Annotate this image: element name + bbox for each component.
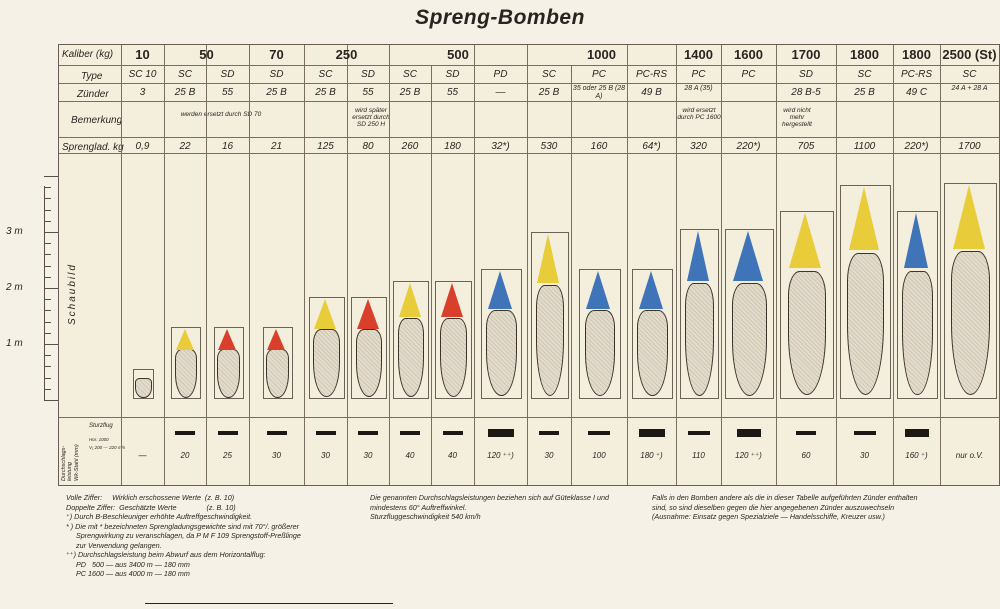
type-value: SC xyxy=(962,69,977,80)
column-divider xyxy=(304,45,305,485)
zuender-value: 25 B xyxy=(538,87,560,98)
penetration-bar xyxy=(854,431,876,435)
row-label-sturzflug: Sturzflug xyxy=(89,423,113,429)
row-divider xyxy=(59,65,999,66)
ruler-tick xyxy=(44,400,58,401)
footer-legend: Volle Ziffer: Wirklich erschossene Werte (z. B. 10) Doppelte Ziffer: Geschätzte Werte (z. B. 10) ⁺) Durch B-Beschleuniger erhöhte Auftreffgeschwindigkeit. * ) Die mit * bezeichneten Sprengladungsgewichte sind mit 70°/. größerer Sprengwirkung zu veranschlagen, da P M F 109 Sprengstoff-Preßlinge zur Verwendung gelangen. ⁺⁺) Durchschlagsleistung beim Abwurf aus dem Horizontalflug: PD 500 — aus 3400 m — 180 mm PC 1600 — aus 4000 m — 180 mm xyxy=(66,493,301,578)
ruler-tick xyxy=(44,198,51,199)
row-divider xyxy=(59,153,999,154)
kaliber-value: 1600 xyxy=(734,47,763,62)
column-divider xyxy=(676,45,677,485)
bomb-body xyxy=(847,253,884,395)
bomb-body xyxy=(685,283,714,396)
row-label-hor-1: Hor. 1000 xyxy=(89,437,109,442)
row-label-schaubild: Schaubild xyxy=(67,263,78,325)
zuender-value: 55 xyxy=(362,87,374,98)
footer-penetration-note: Die genannten Durchschlagsleistungen beziehen sich auf Güteklasse I und mindestens 60° Auftreffwinkel. Sturzfluggeschwindigkeit 540 km/h xyxy=(370,493,609,521)
zuender-value: 28 B-5 xyxy=(791,87,821,98)
type-value: SD xyxy=(799,69,813,80)
sprengladung-value: 1700 xyxy=(958,141,981,152)
column-divider xyxy=(893,45,894,485)
sprengladung-value: 0,9 xyxy=(135,141,150,152)
ruler-tick xyxy=(44,176,58,177)
row-label-type: Type xyxy=(81,71,103,82)
sprengladung-value: 1100 xyxy=(853,141,876,152)
row-divider xyxy=(59,137,999,138)
sprengladung-value: 260 xyxy=(401,141,419,152)
penetration-value: 30 xyxy=(363,451,373,460)
zuender-value: 35 oder 25 B (28 A) xyxy=(572,85,626,100)
zuender-value: 49 B xyxy=(641,87,662,98)
height-ruler xyxy=(6,190,58,400)
kaliber-value: 250 xyxy=(335,47,358,62)
row-label-durchschlag-1: Durchschlags- xyxy=(61,445,67,481)
bomb-body xyxy=(356,329,382,397)
sprengladung-value: 530 xyxy=(540,141,558,152)
sprengladung-value: 180 xyxy=(444,141,461,152)
zuender-value: 55 xyxy=(446,87,459,98)
type-value: SC xyxy=(318,69,333,80)
bomb-tail-fin xyxy=(267,329,285,350)
type-value: SC 10 xyxy=(128,69,157,80)
penetration-value: 30 xyxy=(860,451,869,460)
bomb-tail-fin xyxy=(849,187,879,250)
column-divider xyxy=(571,65,572,485)
zuender-value: 25 B xyxy=(266,87,287,98)
bomb-body xyxy=(902,271,932,396)
bomb-body xyxy=(732,283,768,396)
zuender-value: 25 B xyxy=(854,87,875,98)
ruler-tick xyxy=(44,389,51,390)
bomb-tail-fin xyxy=(488,271,512,309)
penetration-value: 60 xyxy=(801,451,811,460)
sprengladung-value: 32*) xyxy=(491,141,510,152)
column-divider xyxy=(776,45,777,485)
row-label-hor-2: V₁ 200 — 220 m/s xyxy=(89,445,126,450)
type-value: SC xyxy=(403,69,417,80)
row-label-wk-stahl: Wk-Stahl (mm) xyxy=(74,444,80,481)
ruler-tick xyxy=(44,232,58,233)
type-value: PC xyxy=(741,69,756,80)
bomb-body xyxy=(951,251,990,394)
type-value: SD xyxy=(445,69,460,80)
column-divider xyxy=(347,45,348,485)
zuender-value: 49 C xyxy=(905,87,928,98)
ruler-tick xyxy=(44,299,51,300)
ruler-tick xyxy=(44,310,51,311)
bomb-tail-fin xyxy=(789,213,821,268)
penetration-value: 160 ⁺) xyxy=(905,451,928,460)
bomb-body xyxy=(486,310,517,396)
penetration-bar xyxy=(218,431,238,435)
kaliber-value: 2500 (St) xyxy=(942,47,997,62)
row-divider xyxy=(59,101,999,102)
bomb-body xyxy=(313,329,339,397)
column-divider xyxy=(206,45,207,485)
penetration-value: 30 xyxy=(544,451,554,460)
zuender-value: 3 xyxy=(139,87,146,98)
footer-fuze-note: Falls in den Bomben andere als die in dieser Tabelle aufgeführten Zünder enthalten sind, so sind dieselben gegen die hier angegebenen Zünder auszuwechseln (Ausnahme: Einsatz gegen Spezialziele — Handelsschiffe, Kreuzer usw.) xyxy=(652,493,918,521)
kaliber-value: 1800 xyxy=(902,47,931,62)
bomb-body xyxy=(175,349,197,397)
row-label-durchschlag-2: leistung xyxy=(67,462,73,481)
bomb-body xyxy=(217,349,239,397)
bomb-tail-fin xyxy=(687,231,709,281)
note-sd250: wird später ersetzt durch SD 250 H xyxy=(352,107,390,128)
type-value: SD xyxy=(220,69,235,80)
penetration-bar xyxy=(539,431,559,435)
row-divider xyxy=(59,417,999,418)
column-divider xyxy=(164,45,165,485)
bomb-body xyxy=(440,318,467,397)
zuender-value: 55 xyxy=(221,87,234,98)
footer-rule xyxy=(145,603,393,604)
penetration-bar xyxy=(400,431,420,435)
kaliber-value: 1800 xyxy=(850,47,879,62)
column-divider xyxy=(389,45,390,485)
type-value: PC-RS xyxy=(635,69,668,80)
sprengladung-value: 21 xyxy=(270,141,283,152)
bomb-body xyxy=(135,378,151,398)
column-divider xyxy=(940,45,941,485)
ruler-tick xyxy=(44,322,51,323)
note-sd70: werden ersetzt durch SD 70 xyxy=(180,111,262,118)
penetration-bar xyxy=(588,431,610,435)
penetration-value: 30 xyxy=(321,451,330,460)
ruler-label: 1 m xyxy=(6,338,23,349)
sprengladung-value: 125 xyxy=(317,141,334,152)
sprengladung-value: 220*) xyxy=(904,141,929,152)
kaliber-value: 50 xyxy=(199,47,214,62)
type-value: PC xyxy=(592,69,606,80)
ruler-tick xyxy=(44,221,51,222)
penetration-bar xyxy=(737,429,761,437)
penetration-value: 40 xyxy=(405,451,415,460)
kaliber-value: 1000 xyxy=(587,47,616,62)
bomb-body xyxy=(398,318,424,397)
row-label-bemerkung: Bemerkung xyxy=(71,115,123,126)
bomb-tail-fin xyxy=(218,329,236,350)
ruler-tick xyxy=(44,366,51,367)
ruler-label: 3 m xyxy=(6,226,23,237)
bomb-table xyxy=(58,44,1000,486)
type-value: PD xyxy=(493,69,508,80)
penetration-value: 180 ⁺) xyxy=(640,451,663,460)
type-value: SC xyxy=(857,69,872,80)
sprengladung-value: 80 xyxy=(362,141,374,152)
penetration-bar xyxy=(796,431,816,435)
penetration-value: 110 xyxy=(692,451,705,460)
column-divider xyxy=(474,45,475,485)
penetration-value: 30 xyxy=(272,451,281,460)
ruler-tick xyxy=(44,266,51,267)
penetration-bar xyxy=(443,431,463,435)
penetration-bar xyxy=(488,429,514,437)
kaliber-value: 1400 xyxy=(684,47,713,62)
penetration-bar xyxy=(639,429,665,437)
ruler-tick xyxy=(44,254,51,255)
zuender-value: 28 A (35) xyxy=(684,85,713,92)
kaliber-value: 1700 xyxy=(791,47,821,62)
ruler-tick xyxy=(44,378,51,379)
row-divider xyxy=(59,83,999,84)
type-value: SC xyxy=(542,69,556,80)
column-divider xyxy=(721,45,722,485)
type-value: SC xyxy=(178,69,192,80)
sprengladung-value: 320 xyxy=(690,141,707,152)
kaliber-value: 70 xyxy=(269,47,284,62)
bomb-tail-fin xyxy=(399,283,421,317)
bomb-tail-fin xyxy=(733,231,763,281)
penetration-bar xyxy=(267,431,287,435)
column-divider xyxy=(249,45,250,485)
penetration-bar xyxy=(358,431,378,435)
sprengladung-value: 64*) xyxy=(642,141,661,152)
bomb-body xyxy=(536,285,564,396)
row-label-kaliber: Kaliber (kg) xyxy=(62,49,114,60)
column-divider xyxy=(836,45,837,485)
row-label-sprengladung: Sprenglad. kg xyxy=(62,142,124,153)
bomb-tail-fin xyxy=(357,299,379,329)
bomb-tail-fin xyxy=(537,234,559,283)
ruler-tick xyxy=(44,288,58,289)
bomb-tail-fin xyxy=(176,329,194,350)
column-divider xyxy=(121,45,122,485)
zuender-value: 24 A + 28 A xyxy=(951,85,988,92)
type-value: PC xyxy=(691,69,706,80)
penetration-value: nur o.V. xyxy=(955,451,984,460)
zuender-value: — xyxy=(495,87,506,98)
kaliber-value: 10 xyxy=(135,47,150,62)
penetration-value: 20 xyxy=(180,451,190,460)
bomb-tail-fin xyxy=(953,185,985,249)
column-divider xyxy=(431,65,432,485)
note-pc1600: wird ersetzt durch PC 1600 xyxy=(677,107,721,121)
ruler-tick xyxy=(44,333,51,334)
column-divider xyxy=(627,45,628,485)
sprengladung-value: 705 xyxy=(797,141,815,152)
ruler-spine xyxy=(44,186,45,400)
page-title: Spreng-Bomben xyxy=(415,6,585,29)
bomb-tail-fin xyxy=(314,299,336,329)
sprengladung-value: 220*) xyxy=(736,141,761,152)
zuender-value: 25 B xyxy=(315,87,336,98)
kaliber-value: 500 xyxy=(447,47,469,62)
penetration-value: 40 xyxy=(448,451,457,460)
bomb-body xyxy=(266,349,288,397)
penetration-value: 100 xyxy=(592,451,606,460)
note-sd1700: wird nicht mehr hergestellt xyxy=(782,107,812,128)
sprengladung-value: 22 xyxy=(179,141,191,152)
column-divider xyxy=(527,45,528,485)
penetration-value: 120 ⁺⁺) xyxy=(735,451,762,460)
sprengladung-value: 16 xyxy=(221,141,234,152)
penetration-bar xyxy=(175,431,195,435)
penetration-bar xyxy=(688,431,710,435)
ruler-tick xyxy=(44,187,51,188)
bomb-tail-fin xyxy=(586,271,610,309)
bomb-body xyxy=(788,271,827,396)
bomb-body xyxy=(637,310,668,396)
ruler-tick xyxy=(44,344,58,345)
ruler-tick xyxy=(44,355,51,356)
zuender-value: 25 B xyxy=(399,87,421,98)
zuender-value: 25 B xyxy=(174,87,196,98)
sprengladung-value: 160 xyxy=(590,141,608,152)
bomb-tail-fin xyxy=(639,271,663,309)
penetration-value: — xyxy=(138,451,147,460)
penetration-bar xyxy=(905,429,929,437)
ruler-tick xyxy=(44,277,51,278)
type-value: SD xyxy=(361,69,375,80)
ruler-tick xyxy=(44,243,51,244)
penetration-value: 25 xyxy=(223,451,232,460)
type-value: SD xyxy=(269,69,284,80)
type-value: PC-RS xyxy=(900,69,933,80)
ruler-label: 2 m xyxy=(6,282,23,293)
penetration-bar xyxy=(316,431,336,435)
ruler-tick xyxy=(44,210,51,211)
bomb-tail-fin xyxy=(441,283,463,317)
penetration-value: 120 ⁺⁺) xyxy=(487,451,514,460)
bomb-tail-fin xyxy=(904,213,928,268)
row-label-zuender: Zünder xyxy=(77,89,109,100)
